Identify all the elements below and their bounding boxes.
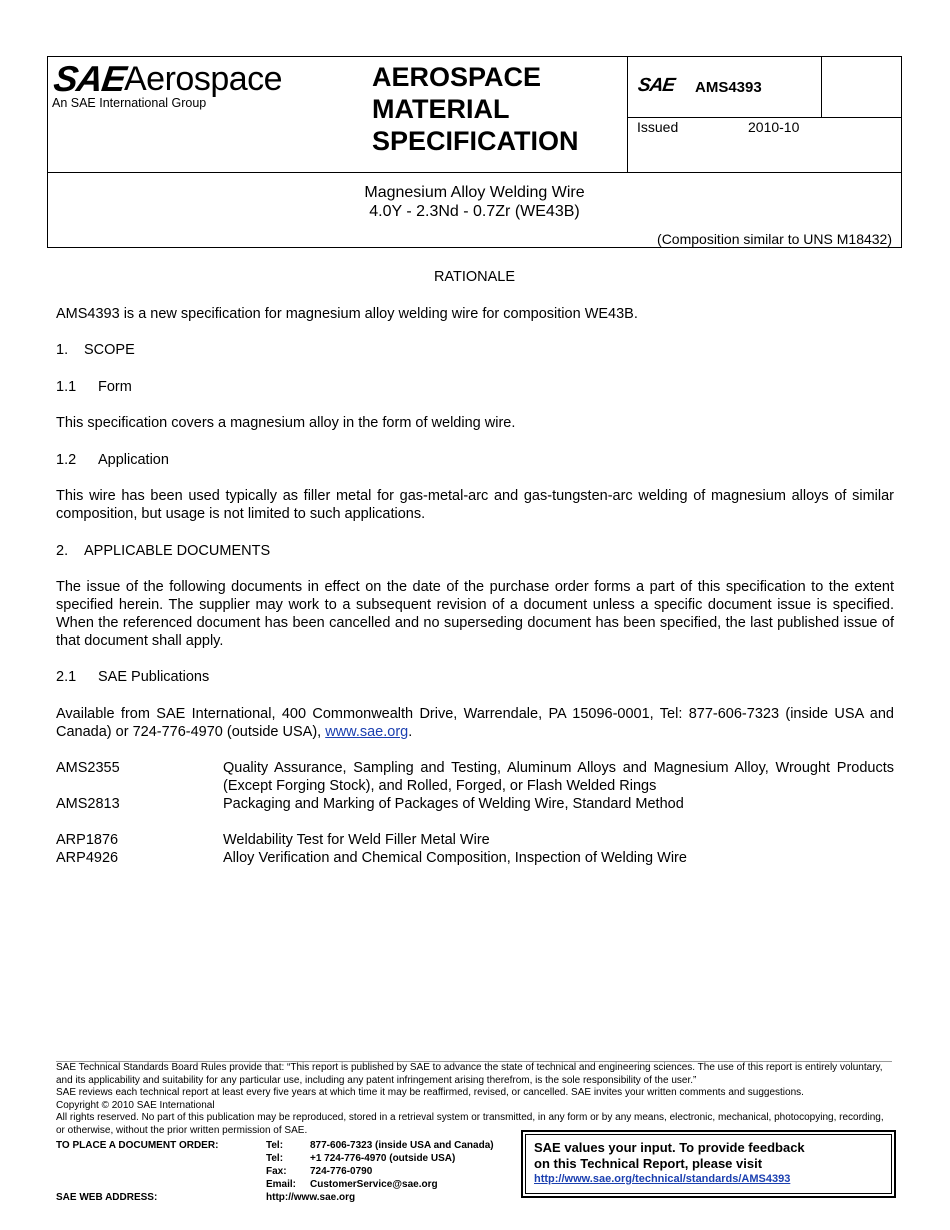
contact-label: Tel: (266, 1153, 284, 1164)
section-title: Form (98, 379, 132, 395)
reference-code: AMS2355 (56, 760, 120, 776)
title-line: Magnesium Alloy Welding Wire (364, 184, 585, 201)
section-application-heading (56, 451, 894, 469)
reference-description: Quality Assurance, Sampling and Testing, Aluminum Alloys and Magnesium Alloy, Wrought Products (Except Forging Stock), and Rolled, Forged, or Flash Welded Rings (223, 760, 894, 794)
section-title: APPLICABLE DOCUMENTS (84, 543, 271, 559)
reference-description: Weldability Test for Weld Filler Metal Wire (223, 832, 490, 848)
section-number: 2. (56, 543, 69, 559)
sae-publications-text (56, 705, 894, 741)
issued-date: 2010-10 (748, 119, 800, 135)
feedback-text: SAE values your input. To provide feedback (534, 1140, 805, 1155)
contact-value: +1 724-776-4970 (outside USA) (310, 1153, 456, 1164)
section-applicable-documents-heading (56, 542, 894, 560)
footer-rights: All rights reserved. No part of this publication may be reproduced, stored in a retrieval system or transmitted, in any form or by any means, electronic, mechanical, photocopying, recording, or otherwise, without the prior written permission of SAE. (56, 1112, 884, 1136)
sae-logo: SAE (51, 58, 128, 99)
title-line: 4.0Y - 2.3Nd - 0.7Zr (WE43B) (369, 203, 580, 220)
section-title: Application (98, 452, 169, 468)
footer-notice (56, 1062, 894, 1137)
reference-description: Packaging and Marking of Packages of Welding Wire, Standard Method (223, 796, 684, 812)
feedback-box (525, 1134, 892, 1194)
contact-value: 877-606-7323 (inside USA and Canada) (310, 1140, 494, 1151)
header-column-divider-small (821, 56, 822, 117)
doc-type-line: MATERIAL (372, 94, 510, 124)
rationale-heading: RATIONALE (433, 269, 516, 285)
logo-subtitle: An SAE International Group (52, 96, 207, 110)
footer-notice-review: SAE reviews each technical report at least every five years at which time it may be reaffirmed, revised, or cancelled. SAE invites your written comments and suggestions. (56, 1087, 804, 1098)
section-number: 1.1 (56, 379, 77, 395)
sae-mark: SAE (636, 75, 676, 96)
section-number: 2.1 (56, 669, 77, 685)
footer-copyright: Copyright © 2010 SAE International (56, 1099, 215, 1111)
doc-type-line: SPECIFICATION (372, 126, 579, 156)
composition-note: (Composition similar to UNS M18432) (657, 231, 892, 247)
reference-code: ARP4926 (56, 850, 119, 866)
section-number: 1. (56, 342, 69, 358)
contact-label: Fax: (266, 1166, 287, 1177)
rationale-text: AMS4393 is a new specification for magnesium alloy welding wire for composition WE43B. (56, 306, 638, 322)
order-label: TO PLACE A DOCUMENT ORDER: (56, 1140, 219, 1151)
sae-website-link[interactable]: www.sae.org (325, 724, 409, 740)
sentence-end: . (408, 724, 413, 740)
header-divider (47, 172, 902, 173)
document-type (372, 61, 622, 157)
order-contacts (266, 1139, 494, 1191)
doc-type-line: AEROSPACE (372, 62, 542, 92)
section-sae-publications-heading (56, 668, 894, 686)
header-column-divider (627, 56, 628, 172)
feedback-text: on this Technical Report, please visit (534, 1156, 763, 1171)
section-number: 1.2 (56, 452, 77, 468)
contact-value: 724-776-0790 (310, 1166, 373, 1177)
document-number: AMS4393 (695, 79, 762, 96)
application-text: This wire has been used typically as filler metal for gas-metal-arc and gas-tungsten-arc welding of magnesium alloys of similar composition, but usage is not limited to such applications. (56, 488, 894, 522)
issued-label: Issued (637, 119, 679, 135)
section-title: SAE Publications (98, 669, 210, 685)
web-address[interactable]: http://www.sae.org (266, 1192, 356, 1203)
footer-notice-rules: SAE Technical Standards Board Rules provide that: “This report is published by SAE to advance the state of technical and engineering sciences. The use of this report is entirely voluntary, and its applicability and suitability for any particular use, including any patent infringement arising therefrom, is the sole responsibility of the user.” (56, 1062, 883, 1086)
reference-code: AMS2813 (56, 796, 120, 812)
feedback-link[interactable]: http://www.sae.org/technical/standards/AMS4393 (534, 1173, 791, 1185)
contact-label: Email: (266, 1179, 297, 1190)
form-text: This specification covers a magnesium alloy in the form of welding wire. (56, 415, 516, 431)
header-row-divider (627, 117, 902, 118)
web-address-label: SAE WEB ADDRESS: (56, 1192, 158, 1203)
section-scope-heading (56, 341, 894, 359)
section-form-heading (56, 378, 894, 396)
section-title: SCOPE (84, 342, 135, 358)
contact-email[interactable]: CustomerService@sae.org (310, 1179, 438, 1190)
publications-address: Available from SAE International, 400 Commonwealth Drive, Warrendale, PA 15096-0001, Tel: 877-606-7323 (inside USA and Canada) or 724-776-4970 (outside USA), (56, 706, 894, 740)
reference-code: ARP1876 (56, 832, 119, 848)
document-title (47, 183, 902, 221)
reference-description: Alloy Verification and Chemical Composition, Inspection of Welding Wire (223, 850, 687, 866)
aerospace-logo-text: Aerospace (124, 60, 283, 98)
contact-label: Tel: (266, 1140, 284, 1151)
applicable-documents-text: The issue of the following documents in effect on the date of the purchase order forms a part of this specification to the extent specified herein. The supplier may work to a subsequent revision of a document unless a specific document issue is specified. When the referenced document has been cancelled and no superseding document has been specified, the last published issue of that document shall apply. (56, 579, 894, 649)
